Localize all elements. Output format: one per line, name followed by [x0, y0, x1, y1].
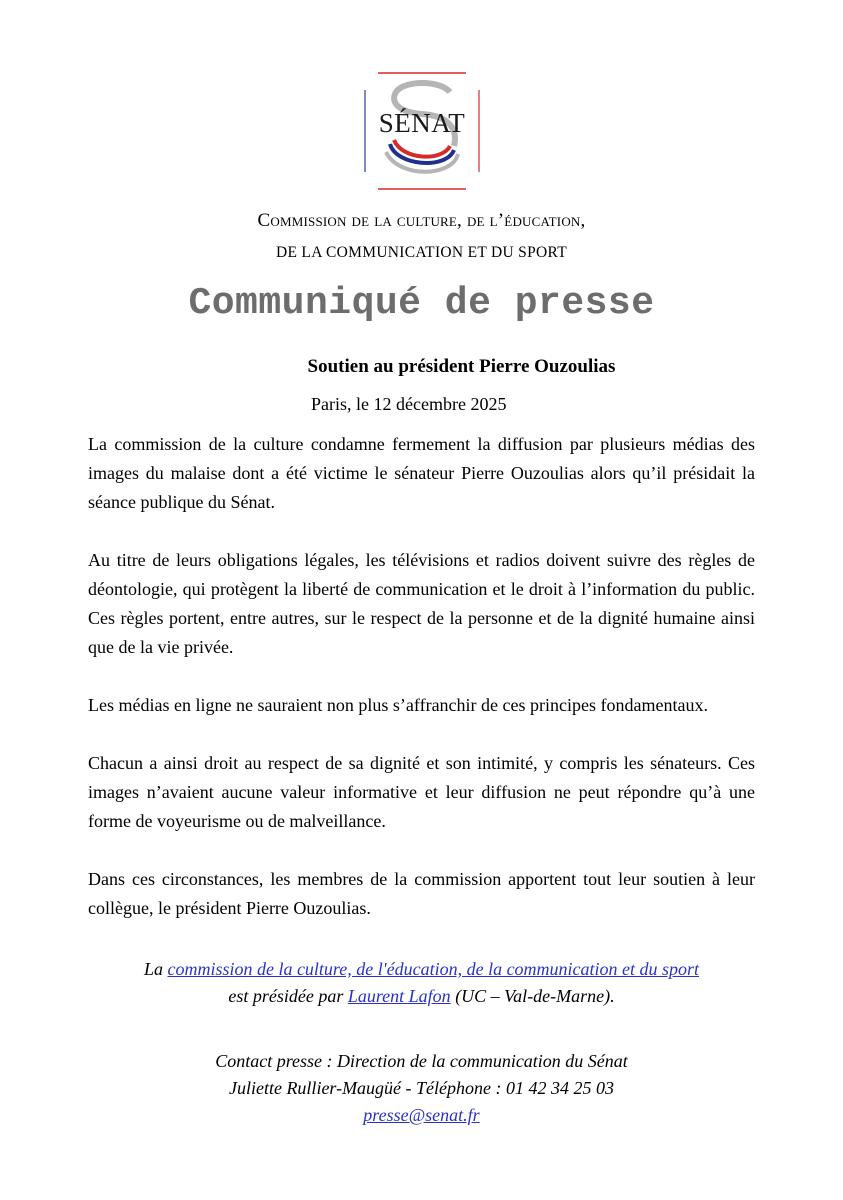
- dateline: Paris, le 12 décembre 2025: [311, 394, 507, 414]
- commission-info-line1: [0, 956, 843, 983]
- president-prefix: est présidée par: [228, 986, 348, 1006]
- commission-link[interactable]: commission de la culture, de l'éducation, de la communication et du sport: [167, 959, 700, 979]
- press-contact: [0, 1048, 843, 1129]
- commission-name-line2: DE LA COMMUNICATION ET DU SPORT: [276, 244, 567, 261]
- contact-line2: Juliette Rullier-Maugüé - Téléphone : 01 42 34 25 03: [228, 1078, 615, 1098]
- press-release-headline: Soutien au président Pierre Ouzoulias: [307, 356, 616, 377]
- contact-line1: Contact presse : Direction de la communication du Sénat: [215, 1051, 628, 1071]
- president-affiliation: (UC – Val-de-Marne).: [450, 986, 615, 1006]
- press-email-link[interactable]: presse@senat.fr: [363, 1105, 480, 1125]
- commission-info-line2: [0, 983, 843, 1010]
- president-link[interactable]: Laurent Lafon: [347, 986, 451, 1006]
- logo-wordmark: SÉNAT: [378, 108, 466, 138]
- paragraph: Chacun a ainsi droit au respect de sa dignité et son intimité, y compris les sénateurs. Ces images n’avaient aucune valeur informative et leur diffusion ne peut répondre qu’à une forme de voyeurisme ou de malveillance.: [88, 753, 755, 831]
- paragraph: Au titre de leurs obligations légales, les télévisions et radios doivent suivre des règles de déontologie, qui protègent la liberté de communication et le droit à l’information du public. Ces règles portent, entre autres, sur le respect de la personne et de la dignité humaine ainsi que de la vie privée.: [88, 550, 755, 657]
- senat-logo: [362, 70, 482, 192]
- commission-info: [0, 956, 843, 1010]
- press-release-body: [88, 430, 755, 952]
- commission-info-prefix: La: [143, 959, 168, 979]
- paragraph: Les médias en ligne ne sauraient non plus s’affranchir de ces principes fondamentaux.: [88, 695, 708, 715]
- document-type-title: Communiqué de presse: [188, 282, 655, 325]
- paragraph: Dans ces circonstances, les membres de la commission apportent tout leur soutien à leur collègue, le président Pierre Ouzoulias.: [88, 869, 755, 918]
- paragraph: La commission de la culture condamne fermement la diffusion par plusieurs médias des images du malaise dont a été victime le sénateur Pierre Ouzoulias alors qu’il présidait la séance publique du Sénat.: [88, 434, 755, 512]
- commission-name-line1: Commission de la culture, de l’éducation,: [257, 210, 586, 231]
